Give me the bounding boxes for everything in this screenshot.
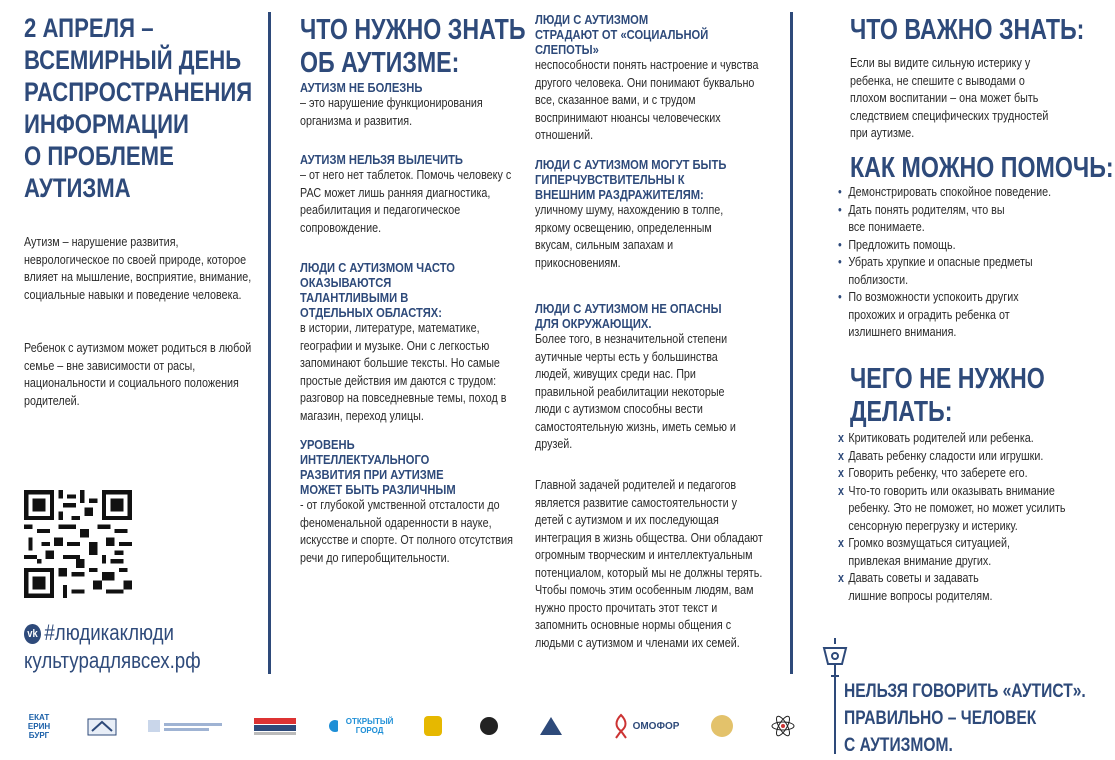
dont-list bbox=[838, 430, 1115, 605]
fact-text: - от глубокой умственной отсталости до феноменальной одаренности в науке, искусстве и спорте. От полного отсутствия речи до гиперобщительности. bbox=[300, 498, 513, 565]
fact-text: – это нарушение функционирования организма и развития. bbox=[300, 96, 483, 128]
hashtag[interactable] bbox=[24, 620, 174, 646]
heading-line: ОБ АУТИЗМЕ: bbox=[300, 47, 460, 79]
title-line: 2 АПРЕЛЯ – bbox=[24, 13, 154, 43]
dont-item: x Громко возмущаться ситуацией, привлекая внимание других. bbox=[838, 535, 1029, 570]
footer-line: НЕЛЬЗЯ ГОВОРИТЬ «АУТИСТ». bbox=[844, 681, 1086, 702]
logo-partner-7 bbox=[476, 710, 502, 742]
logo-partner-4-icon bbox=[252, 714, 298, 738]
trait-block-3 bbox=[535, 301, 785, 454]
help-item: • Предложить помощь. bbox=[838, 237, 1081, 255]
help-heading: КАК МОЖНО ПОМОЧЬ: bbox=[850, 152, 1114, 184]
dont-heading bbox=[850, 363, 1090, 429]
trait-head: ЛЮДИ С АУТИЗМОМ СТРАДАЮТ ОТ «СОЦИАЛЬНОЙ СЛЕПОТЫ» bbox=[535, 12, 709, 57]
fact-block-4 bbox=[300, 437, 558, 567]
divider-1 bbox=[268, 12, 271, 674]
fact-head: АУТИЗМ НЕ БОЛЕЗНЬ bbox=[300, 80, 423, 95]
fact-block-1 bbox=[300, 80, 560, 130]
logo-partner-10 bbox=[708, 710, 736, 742]
closing-paragraph: Главной задачей родителей и педагогов является развитие самостоятельности у детей с аутизмом и их последующая интеграция в жизнь общества. Они обладают огромным творческим и интеллектуальным потенциалом, который мы не должны терять. Чтобы помочь этим особенным людям, вам нужно просто прочитать этот текст и запомнить основные нормы общения с людьми с аутизмом и членами их семей. bbox=[535, 478, 763, 650]
footer-line: С АУТИЗМОМ. bbox=[844, 735, 953, 756]
fact-block-3 bbox=[300, 260, 545, 425]
trait-text: Более того, в незначительной степени аутичные черты есть у большинства людей, живущих среди нас. При правильной реабилитации некоторые люди с аутизмом способны вести самостоятельную жизнь, иметь семью и друзей. bbox=[535, 332, 736, 451]
fact-block-2 bbox=[300, 152, 560, 237]
logo-omofor-text: ОМОФОР bbox=[632, 720, 680, 732]
heading-line: ЧЕГО НЕ НУЖНО bbox=[850, 363, 1045, 395]
help-item: • По возможности успокоить других прохожих и оградить ребенка от излишнего внимания. bbox=[838, 289, 1046, 342]
hashtag-text: #людикаклюди bbox=[44, 620, 174, 645]
logo-partner-6-icon bbox=[422, 714, 444, 738]
partner-logos bbox=[20, 710, 820, 750]
logo-ekaterinburg: ЕКАТ ЕРИН БУРГ bbox=[27, 712, 51, 740]
title-line: АУТИЗМА bbox=[24, 173, 131, 203]
logo-partner-3-icon bbox=[146, 714, 226, 738]
logo-partner-8-icon bbox=[536, 713, 566, 739]
dont-item: x Говорить ребенку, что заберете его. bbox=[838, 465, 1081, 483]
trait-text: неспособности понять настроение и чувства другого человека. Они понимают буквально все, сказанное вами, и с трудом воспринимают нюансы человеческих отношений. bbox=[535, 58, 759, 142]
logo-partner-7-icon bbox=[478, 714, 500, 738]
section-heading-know bbox=[300, 14, 540, 80]
logo-partner-11 bbox=[758, 710, 808, 742]
fact-text: – от него нет таблеток. Помочь человеку с РАС может лишь ранняя диагностика, реабилитация и педагогическое сопровождение. bbox=[300, 168, 512, 235]
site-link[interactable]: культурадлявсех.рф bbox=[24, 648, 201, 673]
footer-line: ПРАВИЛЬНО – ЧЕЛОВЕК bbox=[844, 708, 1037, 729]
atom-icon bbox=[770, 713, 796, 739]
help-item: • Убрать хрупкие и опасные предметы поблизости. bbox=[838, 254, 1055, 289]
column-advice bbox=[848, 0, 1114, 603]
important-text: Если вы видите сильную истерику у ребенка, не спешите с выводами о плохом воспитании – она может быть следствием специфических трудностей при аутизме. bbox=[850, 56, 1049, 140]
logo-open-city bbox=[328, 710, 398, 742]
dont-item: x Что-то говорить или оказывать внимание ребенку. Это не поможет, но может усилить сенсорную перегрузку и истерику. bbox=[838, 483, 1068, 536]
fact-head: ЛЮДИ С АУТИЗМОМ ЧАСТО ОКАЗЫВАЮТСЯ ТАЛАНТЛИВЫМИ В ОТДЕЛЬНЫХ ОБЛАСТЯХ: bbox=[300, 260, 455, 320]
trait-text: уличному шуму, нахождению в толпе, яркому освещению, определенным вкусам, сильным запахам и прикосновениям. bbox=[535, 203, 724, 270]
logo-partner-10-icon bbox=[709, 713, 735, 739]
trait-head: ЛЮДИ С АУТИЗМОМ НЕ ОПАСНЫ ДЛЯ ОКРУЖАЮЩИХ. bbox=[535, 301, 722, 331]
title-line: О ПРОБЛЕМЕ bbox=[24, 141, 174, 171]
help-item: • Дать понять родителям, что вы все понимаете. bbox=[838, 202, 1012, 237]
intro-paragraph-1: Аутизм – нарушение развития, неврологическое по своей природе, которое влияет на мышление, восприятие, внимание, социальные навыки и поведение человека. bbox=[24, 235, 252, 302]
logo-open-city-icon bbox=[328, 719, 338, 733]
title-line: РАСПРОСТРАНЕНИЯ bbox=[24, 77, 253, 107]
footer-note bbox=[844, 678, 1086, 759]
main-title bbox=[24, 12, 262, 204]
logo-partner-2-icon bbox=[82, 713, 122, 739]
dont-item: x Давать советы и задавать лишние вопросы родителям. bbox=[838, 570, 1020, 605]
dont-item: x Давать ребенку сладости или игрушки. bbox=[838, 448, 1081, 466]
fact-head: УРОВЕНЬ ИНТЕЛЛЕКТУАЛЬНОГО РАЗВИТИЯ ПРИ АУТИЗМЕ МОЖЕТ БЫТЬ РАЗЛИЧНЫМ bbox=[300, 437, 456, 497]
trait-block-2 bbox=[535, 157, 785, 272]
logo-partner-8 bbox=[534, 710, 568, 742]
qr-code[interactable] bbox=[24, 490, 132, 598]
logo-partner-4 bbox=[252, 710, 298, 742]
dont-item: x Критиковать родителей или ребенка. bbox=[838, 430, 1081, 448]
heading-line: ЧТО НУЖНО ЗНАТЬ bbox=[300, 14, 526, 46]
intro-paragraph-2: Ребенок с аутизмом может родиться в любой семье – вне зависимости от расы, национальности и социального положения родителей. bbox=[24, 341, 252, 408]
title-line: ИНФОРМАЦИИ bbox=[24, 109, 189, 139]
fact-head: АУТИЗМ НЕЛЬЗЯ ВЫЛЕЧИТЬ bbox=[300, 152, 463, 167]
logo-partner-6 bbox=[420, 710, 446, 742]
logo-omofor bbox=[596, 710, 696, 742]
important-heading: ЧТО ВАЖНО ЗНАТЬ: bbox=[850, 14, 1085, 46]
ribbon-icon bbox=[613, 713, 629, 739]
fact-text: в истории, литературе, математике, географии и музыке. Они с легкостью запоминают большие тексты. Но самые простые действия им даются с трудом: разговор на повседневные темы, поход в магазин, переход улицы. bbox=[300, 321, 507, 423]
trait-head: ЛЮДИ С АУТИЗМОМ МОГУТ БЫТЬ ГИПЕРЧУВСТВИТЕЛЬНЫ К ВНЕШНИМ РАЗДРАЖИТЕЛЯМ: bbox=[535, 157, 727, 202]
column-left bbox=[24, 0, 264, 408]
column-autism-facts bbox=[300, 0, 530, 565]
logo-open-city-text: ОТКРЫТЫЙ ГОРОД bbox=[345, 717, 394, 735]
help-list bbox=[838, 184, 1115, 342]
trait-block-1 bbox=[535, 12, 800, 145]
title-line: ВСЕМИРНЫЙ ДЕНЬ bbox=[24, 45, 242, 75]
help-item: • Демонстрировать спокойное поведение. bbox=[838, 184, 1081, 202]
heading-line: ДЕЛАТЬ: bbox=[850, 396, 953, 428]
vk-icon[interactable]: vk bbox=[24, 624, 41, 644]
logo-partner-3 bbox=[146, 710, 226, 742]
logo-partner-2 bbox=[82, 710, 122, 742]
